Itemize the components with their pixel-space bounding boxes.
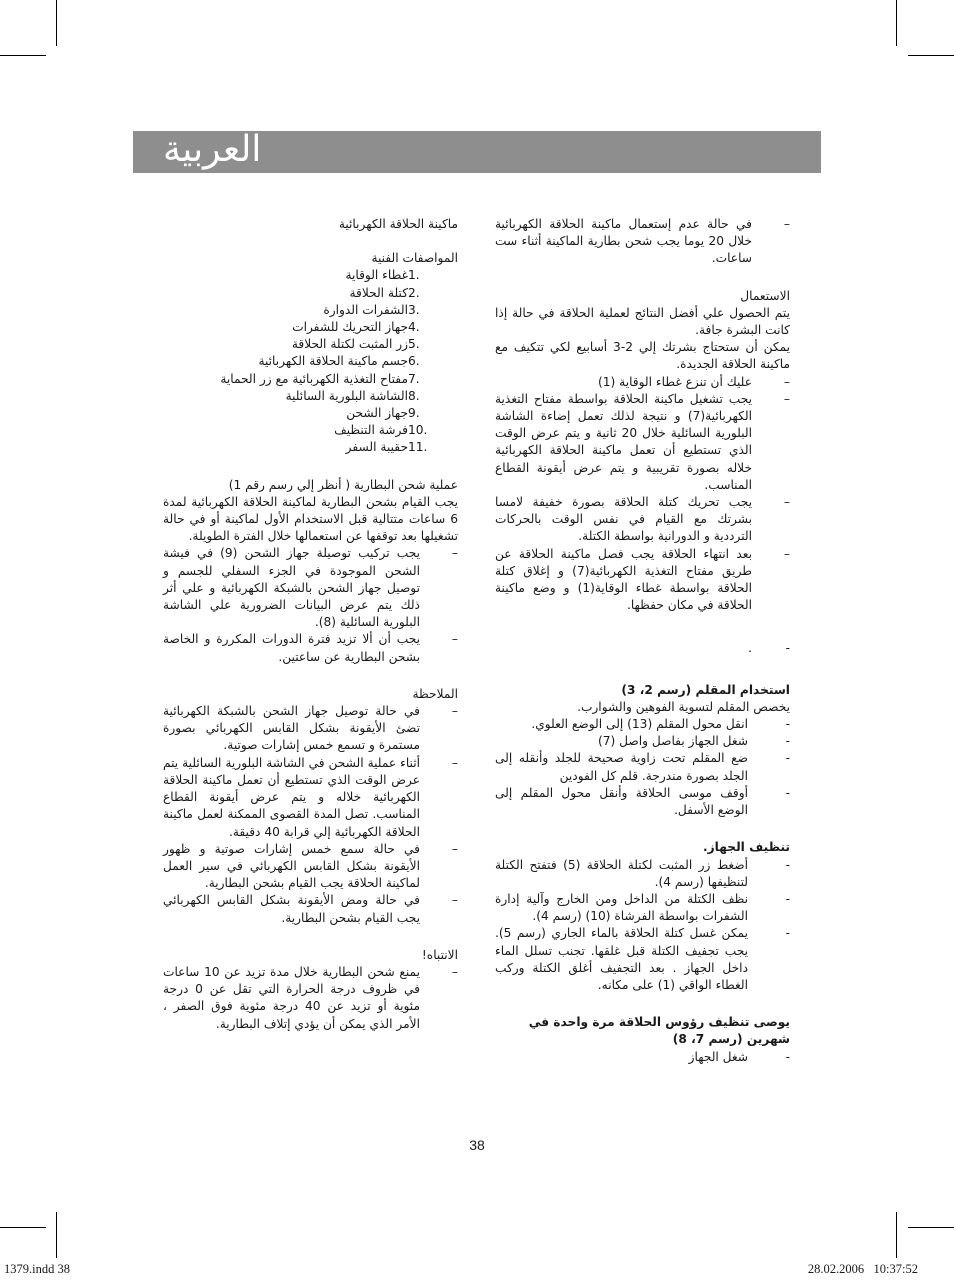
bullet-marker: – xyxy=(783,391,790,406)
dash-marker: - xyxy=(785,891,790,906)
paragraph: يجب القيام بشحن البطارية لماكينة الحلاقة الكهربائية لمدة 6 ساعات متتالية قبل الاستخدام الأول لماكينة أو في حالة تشغيلها بعد توقفها عن استعمالها خلال الفترة الطويلة. xyxy=(163,494,458,544)
list-item: – في حالة ومض الأيقونة بشكل القابس الكهربائي يجب القيام بشحن البطارية. xyxy=(163,893,458,925)
section-heading-specs: المواصفات الفنية xyxy=(371,251,458,266)
list-item: - ضع المقلم تحت زاوية صحيحة للجلد وأنقله إلى الجلد بصورة مندرجة. قلم كل الفودين xyxy=(495,751,790,783)
footer-timestamp: 28.02.2006 10:37:52 xyxy=(807,1262,918,1276)
bullet-marker: – xyxy=(451,632,458,647)
bullet-marker: - xyxy=(785,641,790,656)
section-heading-charging: عملية شحن البطارية ( أنظر إلي رسم رقم 1) xyxy=(228,477,458,492)
crop-mark xyxy=(908,1227,954,1228)
list-item: 10. فرشة التنظيف xyxy=(334,423,428,438)
list-item: – يجب أن ألا تزيد فترة الدورات المكررة و الخاصة بشحن البطارية عن ساعتين. xyxy=(163,632,458,664)
list-item: - شغل الجهاز بفاصل واصل (7) xyxy=(495,733,790,750)
right-column xyxy=(495,216,790,1066)
paragraph: يتم الحصول علي أفضل النتائج لعملية الحلاقة في حالة إذا كانت البشرة جافة. xyxy=(495,305,790,338)
list-item: – يجب تحريك كتلة الحلاقة بصورة خفيفة لامسا بشرتك مع القيام في نفس الوقت بالحركات الترددية و الدورانية بواسطة الكتلة. xyxy=(495,495,790,544)
bullet-marker: – xyxy=(451,755,458,770)
bullet-marker: – xyxy=(783,546,790,561)
bullet-marker: – xyxy=(783,374,790,389)
list-item: - أوقف موسى الحلاقة وأنقل محول المقلم إلى الوضع الأسفل. xyxy=(495,785,790,818)
dash-marker: - xyxy=(785,717,790,732)
list-item: – يجب تشغيل ماكينة الحلاقة بواسطة مفتاح التغذية الكهربائية(7) و نتيجة لذلك تعمل إضاءة الشاشة البلورية السائلية خلال 20 ثانية و يتم عرض الوقت الذي تستطيع أن تعمل ماكينة الحلاقة الكهربائية خلاله بصورة تقريبية و يتم عرض أيقونة القطاع المناسب. xyxy=(495,391,790,492)
list-item: – يمنع شحن البطارية خلال مدة تزيد عن 10 ساعات في ظروف درجة الحرارة التي تقل عن 0 درجة مئوية أو تزيد عن 40 درجة مئوية فوق الصفر ، الأمر الذي يمكن أن يؤدي إتلاف البطارية. xyxy=(163,964,458,1031)
list-item: – عليك أن تنزع غطاء الوقاية (1) xyxy=(495,374,790,391)
page-number: 38 xyxy=(469,1137,485,1153)
dash-marker: - xyxy=(785,857,790,872)
product-title: ماكينة الحلاقة الكهربائية xyxy=(338,217,458,231)
list-item: 8. الشاشة البلورية السائلية xyxy=(285,388,420,403)
left-column xyxy=(163,216,458,1033)
list-item: 11. حقيبة السفر xyxy=(345,440,428,455)
bullet-marker: – xyxy=(451,841,458,856)
dash-marker: - xyxy=(785,785,790,800)
dash-marker: - xyxy=(785,751,790,766)
dash-marker: - xyxy=(785,734,790,749)
crop-mark xyxy=(908,55,954,56)
list-item: - نظف الكتلة من الداخل ومن الخارج وآلية إدارة الشفرات بواسطة الفرشاة (10) (رسم 4). xyxy=(495,891,790,924)
list-item: - . xyxy=(495,640,790,657)
page-title: العربية xyxy=(163,129,262,170)
paragraph: يمكن أن ستحتاج بشرتك إلي 2-3 أسابيع لكي تتكيف مع ماكينة الحلاقة الجديدة. xyxy=(495,340,791,372)
section-heading-cleaning: تنظيف الجهاز. xyxy=(703,840,790,855)
bullet-marker: – xyxy=(783,217,790,231)
dash-marker: - xyxy=(785,1049,790,1064)
section-heading-recommendation: يوصى تنظيف رؤوس الحلاقة مرة واحدة في شهرين (رسم 7، 8) xyxy=(528,1015,790,1047)
crop-mark xyxy=(0,55,46,56)
crop-mark xyxy=(56,0,57,46)
paragraph: يخصص المقلم لتسوية الفوهين والشوارب. xyxy=(577,699,790,714)
list-item: 6. جسم ماكينة الحلاقة الكهربائية xyxy=(258,354,420,369)
list-item: - انقل محول المقلم (13) إلى الوضع العلوي. xyxy=(495,716,790,733)
crop-mark xyxy=(896,1212,897,1258)
bullet-marker: – xyxy=(451,893,458,908)
section-heading-warning: الانتباه! xyxy=(421,947,458,962)
parts-list xyxy=(163,267,458,456)
list-item: – في حالة سمع خمس إشارات صوتية و ظهور الأيقونة بشكل القابس الكهربائي في سير العمل لماكينة الحلاقة يجب القيام بشحن البطارية. xyxy=(163,841,458,891)
list-item: - شغل الجهاز xyxy=(495,1049,790,1066)
list-item: 7. مفتاح التغذية الكهربائية مع زر الحماية xyxy=(220,371,420,386)
section-heading-notes: الملاحظة xyxy=(412,686,458,701)
list-item: 4. جهاز التحريك للشفرات xyxy=(292,320,420,335)
bullet-marker: – xyxy=(783,495,790,510)
crop-mark xyxy=(896,0,897,46)
bullet-marker: – xyxy=(451,704,458,719)
list-item: – أثناء عملية الشحن في الشاشة البلورية السائلية يتم عرض الوقت الذي تستطيع أن تعمل ماكينة الحلاقة الكهربائية خلاله و يتم عرض أيقونة القطاع المناسب. تصل المدة القصوى الممكنة لعمل ماكينة الحلاقة الكهربائية إلي قرابة 40 دقيقة. xyxy=(163,755,458,839)
list-item: - يمكن غسل كتلة الحلاقة بالماء الجاري (رسم 5). يجب تجفيف الكتلة قبل غلقها. تجنب تسلل الماء داخل الجهاز . بعد التجفيف أغلق الكتلة وركب الغطاء الواقي (1) على مكانه. xyxy=(495,926,790,992)
bullet-marker: – xyxy=(451,546,458,561)
crop-mark xyxy=(0,1227,46,1228)
footer-file-info: 1379.indd 38 xyxy=(4,1262,70,1276)
list-item: 1. غطاء الوقاية xyxy=(345,268,420,283)
list-item: – يجب تركيب توصيلة جهاز الشحن (9) في فيشة الشحن الموجودة في الجزء السفلي للجسم و توصيل جهاز الشحن بالشبكة الكهربائية و علي أثر ذلك يتم عرض البيانات الضرورية علي الشاشة البلورية السائلية (8). xyxy=(163,546,458,630)
list-item: - أضغط زر المثبت لكتلة الحلاقة (5) فتفتح الكتلة لتنظيفها (رسم 4). xyxy=(495,857,790,889)
section-heading-usage: الاستعمال xyxy=(740,288,790,303)
list-item: 5. زر المثبت لكتلة الحلاقة xyxy=(291,337,420,352)
list-item: – في حالة عدم إستعمال ماكينة الحلاقة الكهربائية خلال 20 يوما يجب شحن بطارية الماكينة أثناء ست ساعات. xyxy=(495,217,790,266)
list-item: – بعد انتهاء الحلاقة يجب فصل ماكينة الحلاقة عن طريق مفتاح التغذية الكهربائية(7) و إغلاق كتلة الحلاقة بواسطة غطاء الوقاية(1) و وضع ماكينة الحلاقة في مكان حفظها. xyxy=(495,546,790,613)
list-item: 3. الشفرات الدوارة xyxy=(323,302,420,317)
language-banner xyxy=(133,131,821,173)
bullet-marker: – xyxy=(451,964,458,979)
list-item: – في حالة توصيل جهاز الشحن بالشبكة الكهربائية تضئ الأيقونة بشكل القابس الكهربائي بصورة مستمرة و تسمع خمس إشارات صوتية. xyxy=(163,704,458,753)
crop-mark xyxy=(56,1212,57,1258)
section-heading-trimmer: استخدام المقلم (رسم 2، 3) xyxy=(621,682,790,697)
list-item: 9. جهاز الشحن xyxy=(346,406,420,421)
list-item: 2. كتلة الحلاقة xyxy=(349,285,420,300)
dash-marker: - xyxy=(785,926,790,941)
